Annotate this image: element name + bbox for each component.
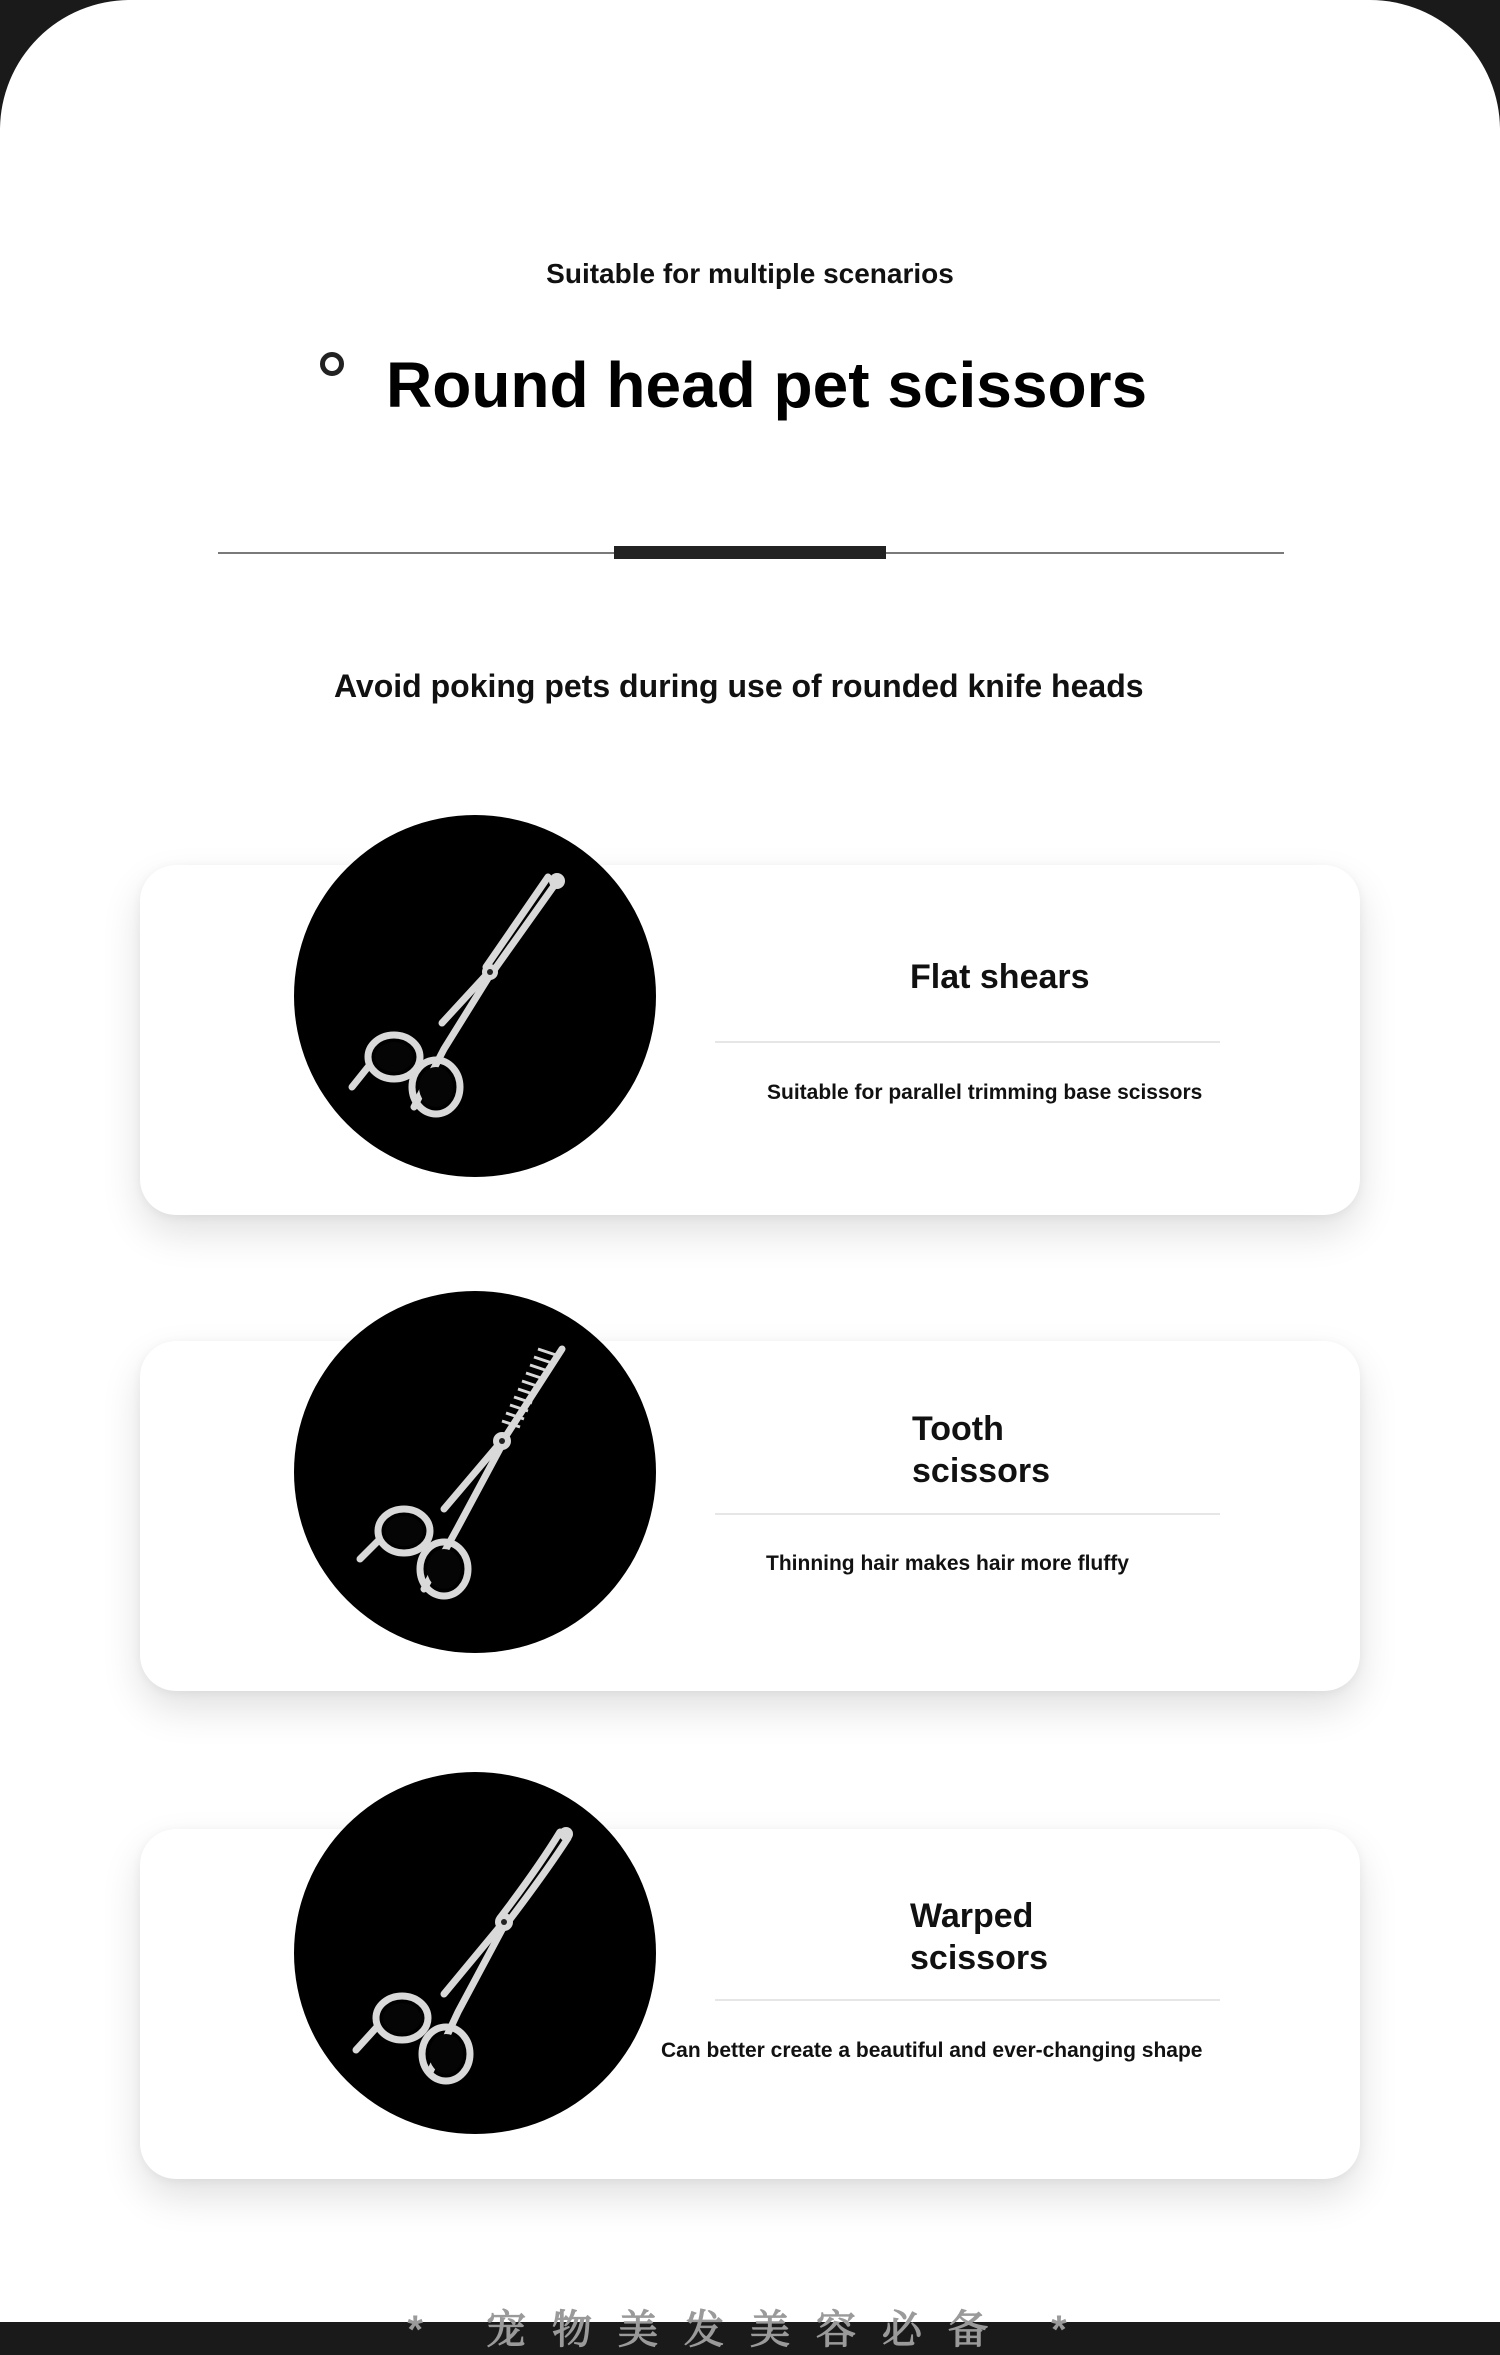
product-image-tooth-scissors — [294, 1291, 656, 1653]
footer-caption: * 宠物美发美容必备 * — [407, 2308, 1093, 2352]
page-subtitle: Suitable for multiple scenarios — [546, 258, 954, 289]
product-image-flat-shears — [294, 815, 656, 1177]
product-divider — [715, 1999, 1220, 2001]
product-name-tooth-scissors: Tooth scissors — [912, 1410, 1050, 1490]
title-block — [320, 340, 1147, 430]
product-name-warped-scissors: Warped scissors — [910, 1897, 1048, 1977]
product-divider — [715, 1041, 1220, 1043]
tooth-scissors-icon — [294, 1291, 656, 1653]
page-title: Round head pet scissors — [386, 349, 1148, 421]
product-divider — [715, 1513, 1220, 1515]
product-image-warped-scissors — [294, 1772, 656, 2134]
warped-scissors-icon — [294, 1772, 656, 2134]
flat-shears-icon — [294, 815, 656, 1177]
divider-accent-bar — [614, 546, 886, 559]
product-description-flat-shears: Suitable for parallel trimming base scissors — [767, 1081, 1203, 1104]
product-description-tooth-scissors: Thinning hair makes hair more fluffy — [766, 1552, 1129, 1575]
product-name-flat-shears: Flat shears — [910, 958, 1090, 996]
ring-bullet-icon — [320, 352, 344, 376]
product-description-warped-scissors: Can better create a beautiful and ever-changing shape — [661, 2039, 1203, 2062]
page-tagline: Avoid poking pets during use of rounded knife heads — [334, 668, 1144, 704]
